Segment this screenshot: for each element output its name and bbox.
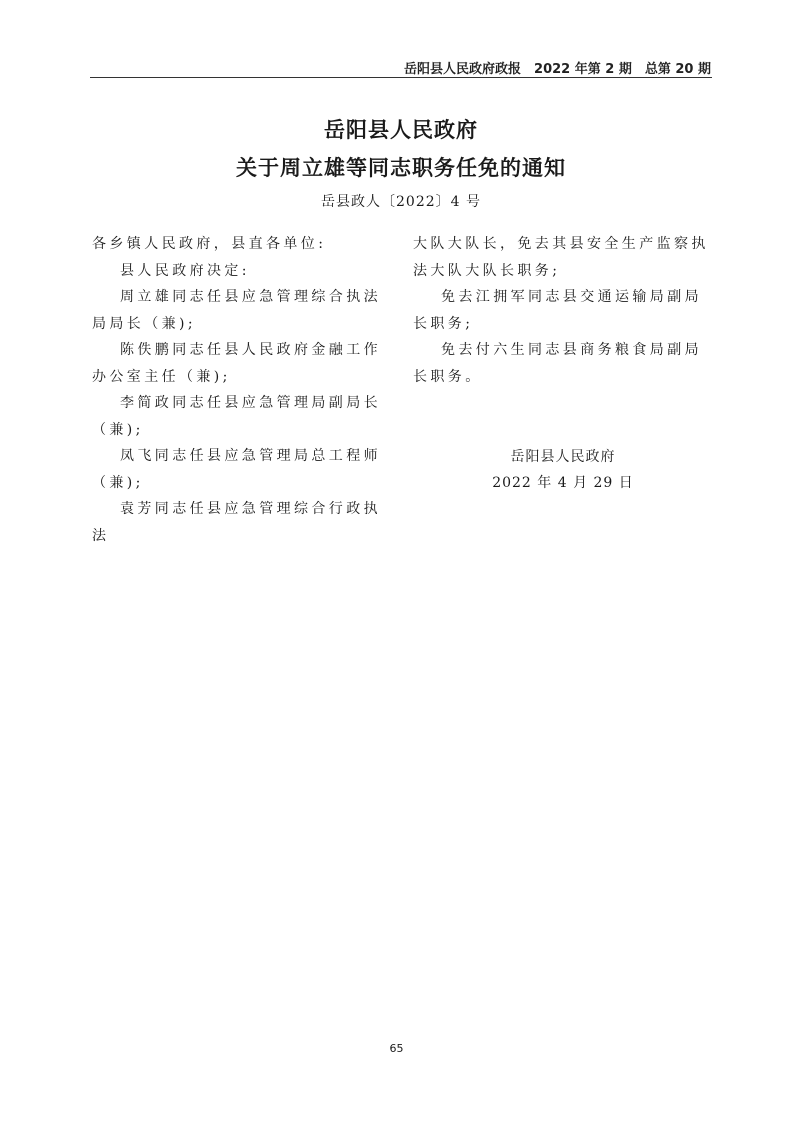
removal-item: 免去江拥军同志县交通运输局副局长职务; [413, 289, 702, 332]
header-divider [90, 77, 712, 78]
appointment-item: 周立雄同志任县应急管理综合执法局局长（兼); [92, 289, 381, 332]
appointment-item: 凤飞同志任县应急管理局总工程师（兼); [92, 448, 381, 491]
removal-item: 免去付六生同志县商务粮食局副局长职务。 [413, 342, 702, 385]
document-number: 岳县政人〔2022〕4 号 [321, 194, 481, 210]
title-issuer: 岳阳县人民政府 [324, 117, 478, 142]
decision-intro: 县人民政府决定: [120, 262, 250, 279]
body-column-right [413, 231, 713, 390]
salutation: 各乡镇人民政府，县直各单位: [92, 236, 327, 252]
appointment-item: 陈佚鹏同志任县人民政府金融工作办公室主任（兼); [92, 342, 381, 385]
running-header: 岳阳县人民政府政报 2022 年第 2 期 总第 20 期 [404, 62, 711, 77]
appointment-item-part1: 袁芳同志任县应急管理综合行政执法 [92, 501, 381, 544]
appointment-item-part2: 大队大队长，免去其县安全生产监察执法大队大队长职务; [413, 236, 709, 279]
body-column-left [92, 231, 392, 549]
page-number: 65 [389, 1042, 404, 1055]
title-subject: 关于周立雄等同志职务任免的通知 [236, 155, 566, 180]
signature-date: 2022 年 4 月 29 日 [492, 475, 634, 491]
signature-organization: 岳阳县人民政府 [510, 449, 616, 465]
appointment-item: 李简政同志任县应急管理局副局长（兼); [92, 395, 381, 438]
